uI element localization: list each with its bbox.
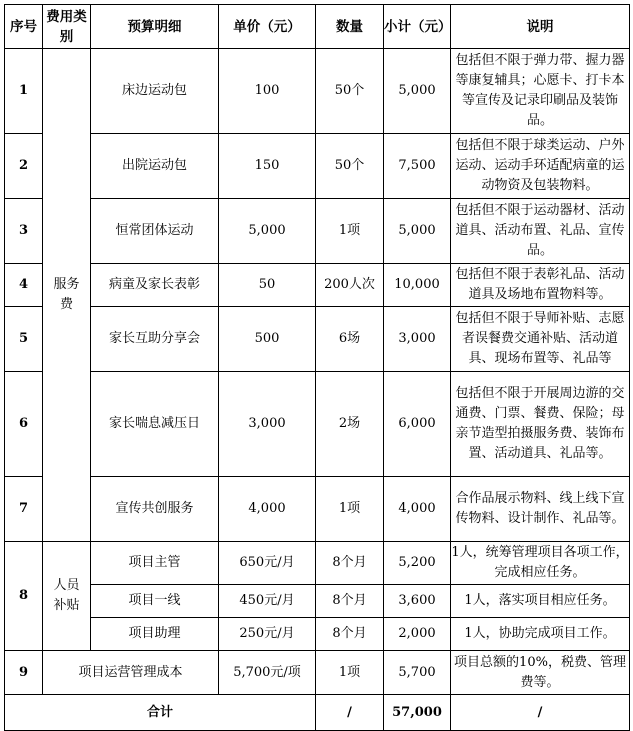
header-row — [5, 5, 630, 49]
row-subtotal: 3,600 — [384, 585, 451, 618]
table-row — [5, 199, 630, 264]
row-subtotal: 5,700 — [384, 651, 451, 695]
table-row — [5, 307, 630, 372]
row-item: 项目主管 — [91, 542, 219, 585]
row-number: 6 — [5, 372, 43, 477]
budget-table — [4, 4, 630, 731]
row-number: 7 — [5, 477, 43, 542]
row-price: 100 — [219, 49, 316, 134]
row-item: 恒常团体运动 — [91, 199, 219, 264]
row-price: 50 — [219, 264, 316, 307]
row-subtotal: 5,000 — [384, 49, 451, 134]
row-item: 床边运动包 — [91, 49, 219, 134]
row-item: 项目运营管理成本 — [43, 651, 219, 695]
total-qty: / — [316, 695, 384, 731]
row-subtotal: 5,200 — [384, 542, 451, 585]
row-subtotal: 7,500 — [384, 134, 451, 199]
row-qty: 8个月 — [316, 618, 384, 651]
category-service: 服务费 — [43, 49, 91, 542]
row-qty: 8个月 — [316, 585, 384, 618]
header-category: 费用类别 — [43, 5, 91, 49]
row-desc: 1人，统筹管理项目各项工作，完成相应任务。 — [451, 542, 630, 585]
row-desc: 包括但不限于弹力带、握力器等康复辅具；心愿卡、打卡本等宣传及记录印刷品及装饰品。 — [451, 49, 630, 134]
row-item: 宣传共创服务 — [91, 477, 219, 542]
row-price: 4,000 — [219, 477, 316, 542]
table-row — [5, 134, 630, 199]
row-price: 450元/月 — [219, 585, 316, 618]
header-item: 预算明细 — [91, 5, 219, 49]
row-number: 4 — [5, 264, 43, 307]
row-subtotal: 6,000 — [384, 372, 451, 477]
row-qty: 50个 — [316, 134, 384, 199]
row-desc: 包括但不限于开展周边游的交通费、门票、餐费、保险；母亲节造型拍摄服务费、装饰布置、活动道具、礼品等。 — [451, 372, 630, 477]
total-label: 合计 — [5, 695, 316, 731]
row-price: 650元/月 — [219, 542, 316, 585]
row-number: 5 — [5, 307, 43, 372]
table-row — [5, 372, 630, 477]
table-row — [5, 49, 630, 134]
row-number: 1 — [5, 49, 43, 134]
row-subtotal: 5,000 — [384, 199, 451, 264]
row-desc: 项目总额的10%，税费、管理费等。 — [451, 651, 630, 695]
row-item: 项目一线 — [91, 585, 219, 618]
row-subtotal: 3,000 — [384, 307, 451, 372]
table-row — [5, 477, 630, 542]
row-qty: 50个 — [316, 49, 384, 134]
row-item: 家长喘息减压日 — [91, 372, 219, 477]
header-quantity: 数量 — [316, 5, 384, 49]
row-number: 3 — [5, 199, 43, 264]
total-row — [5, 695, 630, 731]
row-number: 8 — [5, 542, 43, 651]
header-seq: 序号 — [5, 5, 43, 49]
row-subtotal: 4,000 — [384, 477, 451, 542]
row-desc: 合作品展示物料、线上线下宣传物料、设计制作、礼品等。 — [451, 477, 630, 542]
row-price: 3,000 — [219, 372, 316, 477]
row-number: 9 — [5, 651, 43, 695]
row-qty: 200人次 — [316, 264, 384, 307]
header-remark: 说明 — [451, 5, 630, 49]
row-price: 5,000 — [219, 199, 316, 264]
table-row — [5, 651, 630, 695]
header-subtotal: 小计（元） — [384, 5, 451, 49]
row-desc: 1人，协助完成项目工作。 — [451, 618, 630, 651]
row-item: 家长互助分享会 — [91, 307, 219, 372]
row-desc: 包括但不限于运动器材、活动道具、活动布置、礼品、宣传品。 — [451, 199, 630, 264]
row-qty: 1项 — [316, 199, 384, 264]
row-qty: 8个月 — [316, 542, 384, 585]
table-row — [5, 618, 630, 651]
row-subtotal: 2,000 — [384, 618, 451, 651]
row-desc: 包括但不限于导师补贴、志愿者误餐费交通补贴、活动道具、现场布置等、礼品等 — [451, 307, 630, 372]
row-subtotal: 10,000 — [384, 264, 451, 307]
total-subtotal: 57,000 — [384, 695, 451, 731]
row-desc: 包括但不限于球类运动、户外运动、运动手环适配病童的运动物资及包装物料。 — [451, 134, 630, 199]
row-number: 2 — [5, 134, 43, 199]
row-desc: 包括但不限于表彰礼品、活动道具及场地布置物料等。 — [451, 264, 630, 307]
row-qty: 6场 — [316, 307, 384, 372]
row-qty: 2场 — [316, 372, 384, 477]
table-row — [5, 542, 630, 585]
row-qty: 1项 — [316, 651, 384, 695]
table-row — [5, 264, 630, 307]
category-staff: 人员补贴 — [43, 542, 91, 651]
row-desc: 1人，落实项目相应任务。 — [451, 585, 630, 618]
row-price: 5,700元/项 — [219, 651, 316, 695]
row-item: 出院运动包 — [91, 134, 219, 199]
row-price: 150 — [219, 134, 316, 199]
total-remark: / — [451, 695, 630, 731]
row-price: 250元/月 — [219, 618, 316, 651]
table-row — [5, 585, 630, 618]
row-price: 500 — [219, 307, 316, 372]
row-item: 病童及家长表彰 — [91, 264, 219, 307]
row-item: 项目助理 — [91, 618, 219, 651]
row-qty: 1项 — [316, 477, 384, 542]
header-unit-price: 单价（元） — [219, 5, 316, 49]
